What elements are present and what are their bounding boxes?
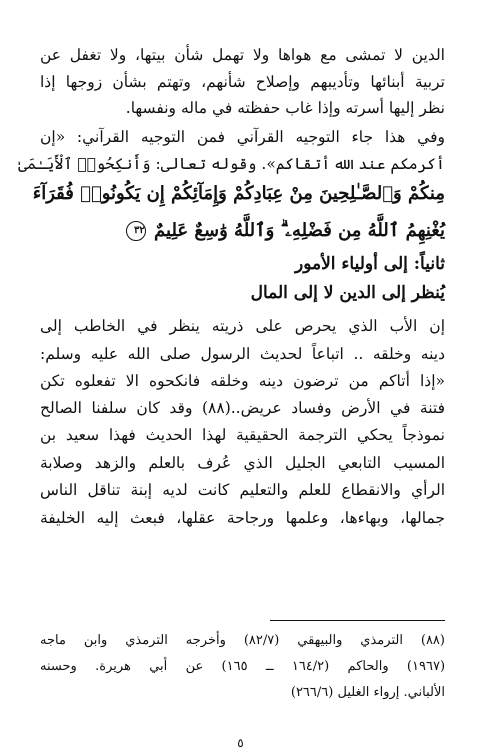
body-line-10: نموذجاً يحكي الترجمة الحقيقية لهذا الحديث فهذا سعيد بن: [40, 426, 445, 444]
footnote-line-1: (٨٨) الترمذي والبيهقي (٨٢/٧) وأخرجه الترمذي وابن ماجه: [40, 633, 445, 648]
footnote-line-2: (١٩٦٧) والحاكم (١٦٤/٢ ــ ١٦٥) عن أبي هريرة. وحسنه: [40, 659, 446, 674]
body-line-7: دينه وخلقه .. اتباعاً لحديث الرسول صلى الله عليه وسلم:: [40, 345, 445, 363]
body-line-1: الدين لا تمشى مع هواها ولا تهمل شأن بيتها، ولا تغفل عن: [40, 46, 445, 64]
page-number: ٥: [237, 736, 244, 750]
body-line-3: نظر إليها أسرته وإذا غاب حفظته في ماله ونفسها.: [125, 99, 445, 117]
quran-verse-line-1: مِنكُمْ وَٱلصَّـٰلِحِينَ مِنْ عِبَادِكُمْ وَإِمَآئِكُمْ إِن يَكُونُوا۟ فُقَرَآءَ: [32, 183, 445, 204]
body-line-4: وفي هذا جاء التوجيه القرآني فمن التوجيه القرآني: «إن: [40, 128, 445, 146]
ayah-number-mark: ٣٢: [126, 221, 146, 241]
body-line-6: إن الأب الذي يحرص على ذريته ينظر في الخاطب إلى: [40, 317, 445, 335]
body-line-8: «إذا أتاكم من ترضون دينه وخلقه فانكحوه الا تفعلوه تكن: [40, 372, 445, 390]
body-line-9: فتنة في الأرض وفساد عريض..(٨٨) وقد كان سلفنا الصالح: [40, 399, 445, 417]
section-subheading: يُنظر إلى الدين لا إلى المال: [250, 283, 445, 303]
footnote-separator: [270, 620, 445, 621]
body-line-2: تربية أبنائها وتأديبهم وإصلاح شأنهم، وتهتم بشأن زوجها إذا: [40, 73, 445, 91]
quran-verse-line-2: [134, 219, 445, 243]
footnote-line-3: الألباني. إرواء الغليل (٢٦٦/٦): [290, 685, 445, 700]
body-line-5: أكرمكم عند الله أتقاكم». وقوله تعالى: وَأَنكِحُوا۟ ٱلْأَيَـٰمَىٰ: [18, 155, 445, 173]
body-line-13: جمالها، وبهاءها، وعلمها ورجاحة عقلها، فبعث إليه الخليفة: [40, 509, 445, 527]
body-line-11: المسيب التابعي الجليل الذي عُرف بالعلم والزهد وصلابة: [40, 454, 445, 472]
quran-verse-text: يُغْنِهِمُ ٱللَّهُ مِن فَضْلِهِۦ ۗ وَٱللَّهُ وَٰسِعٌ عَلِيمٌ: [154, 220, 445, 241]
section-heading: ثانياً: إلى أولياء الأمور: [295, 254, 445, 274]
body-line-12: الرأي والانقطاع للعلم والتعليم كانت لديه إبنة تناقل الناس: [40, 481, 445, 499]
